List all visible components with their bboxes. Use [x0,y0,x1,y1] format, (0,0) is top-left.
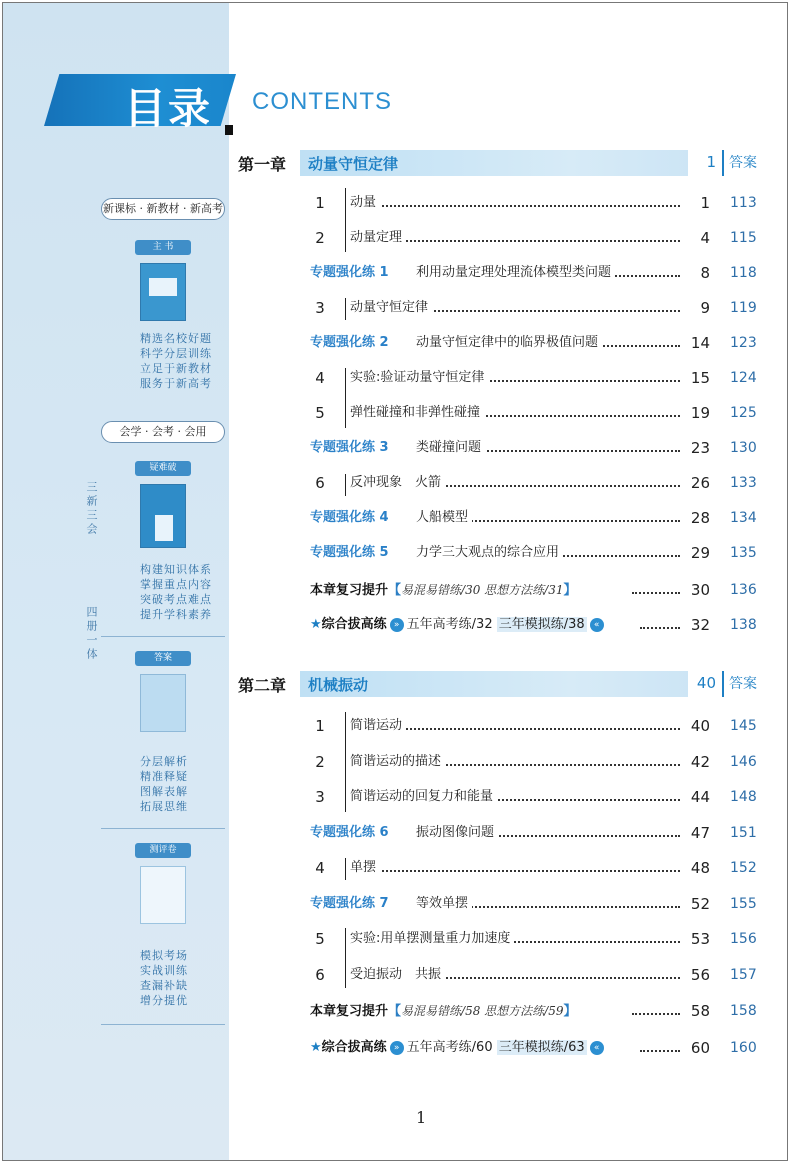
toc-special-entry[interactable] [310,543,710,563]
toc-entry-title: 动量守恒定律 [350,298,432,318]
toc-entry-number: 6 [315,965,325,984]
sidebar-chip-new: 新课标 · 新教材 · 新高考 [101,198,225,220]
toc-entry-page: 52 [690,894,710,913]
toc-entry-title: 受迫振动 共振 [350,965,445,985]
toc-entry[interactable] [310,965,710,985]
toc-entry-page: 48 [690,859,710,877]
toc-special-entry[interactable] [310,508,710,528]
toc-entry-title: 振动图像问题 [416,823,498,843]
toc-entry[interactable] [310,228,710,248]
sidebar-divider [101,1024,225,1025]
toc-entry-number: 1 [315,717,325,735]
toc-entry-page: 14 [690,334,710,352]
header-banner-corner [225,125,233,135]
toc-entry[interactable] [310,716,710,736]
toc-entry-page: 19 [690,404,710,422]
sidebar-tag-main-book: 主 书 [135,240,191,255]
toc-entry-title: 简谐运动的描述 [350,752,445,772]
chapter-2-page: 40 [696,674,716,692]
chapter-2-heading[interactable] [238,671,760,697]
toc-leader-dots [350,187,680,207]
chapter-1-answer-label: 答案 [722,150,762,176]
toc-answer-page: 148 [730,789,757,805]
page-subtitle: CONTENTS [252,88,392,115]
toc-special-entry[interactable] [310,894,710,914]
toc-entry-page: 9 [700,299,710,317]
toc-answer-page: 155 [730,895,757,912]
star-icon: ★ [310,1040,322,1055]
toc-entry-page: 44 [690,788,710,806]
toc-entry[interactable] [310,368,710,388]
toc-answer-page: 123 [730,335,757,351]
toc-special-label: 专题强化练 3 [310,440,389,455]
review-page: 58 [690,1002,710,1020]
toc-entry[interactable] [310,473,710,493]
toc-entry-title: 人船模型 [416,508,472,528]
toc-entry-page: 23 [690,439,710,457]
toc-special-label: 专题强化练 2 [310,335,389,350]
toc-entry-page: 56 [690,965,710,984]
tests-book-cover-image [140,866,186,924]
comprehensive-label: 综合拔高练 [321,617,387,632]
sidebar-vertical-slogan-2: 四册一体 [85,606,98,662]
chevron-right-icon: » [390,1041,404,1055]
toc-entry-title: 等效单摆 [416,894,472,914]
toc-entry[interactable] [310,858,710,878]
toc-entry[interactable] [310,403,710,423]
comprehensive-part-b: 三年模拟练/63 [498,1040,585,1055]
toc-answer-page: 119 [730,300,757,316]
comprehensive-answer-page: 138 [730,617,757,633]
toc-entry-title: 简谐运动 [350,716,406,736]
toc-entry-number: 3 [315,299,325,317]
toc-answer-page: 152 [730,860,757,876]
toc-entry[interactable] [310,298,710,318]
sidebar-product-list [98,198,228,1039]
chapter-1-title: 动量守恒定律 [308,155,399,173]
review-label: 本章复习提升 [310,583,389,598]
toc-special-label: 专题强化练 4 [310,510,389,525]
toc-entry[interactable] [310,787,710,807]
toc-entry-title: 动量定理 [350,228,406,248]
star-icon: ★ [310,617,322,632]
comprehensive-page: 60 [690,1039,710,1057]
review-answer-page: 158 [730,1003,757,1019]
toc-entry-title: 动量 [350,193,380,213]
main-book-cover-image [140,263,186,321]
toc-answer-page: 124 [730,370,757,386]
review-label: 本章复习提升 [310,1004,389,1019]
difficulty-book-cover-image [140,484,186,548]
toc-answer-page: 157 [730,966,757,983]
sidebar [3,3,229,1160]
review-subtitle: 易混易错练/30 思想方法练/31 [401,583,564,597]
toc-special-entry[interactable] [310,263,710,283]
toc-entry-page: 4 [700,229,710,247]
toc-entry[interactable] [310,929,710,949]
toc-entry-page: 29 [690,544,710,562]
toc-entry-number: 2 [315,752,325,771]
toc-entry-title: 反冲现象 火箭 [350,473,445,493]
toc-answer-page: 146 [730,753,757,770]
sidebar-tag-tests: 测评卷 [135,843,191,858]
toc-entry[interactable] [310,193,710,213]
toc-entry-title: 动量守恒定律中的临界极值问题 [416,333,602,353]
toc-answer-page: 113 [730,195,757,211]
toc-answer-page: 125 [730,405,757,421]
main-book-features: 精选名校好题 科学分层训练 立足于新教材 服务于新高考 [140,332,212,390]
toc-answer-page: 130 [730,440,757,456]
comprehensive-part-a: 五年高考练/32 [406,617,493,632]
chapter-2-label: 第二章 [238,676,287,695]
toc-entry-number: 6 [315,474,325,492]
toc-answer-page: 151 [730,824,757,841]
toc-leader-dots [350,852,680,872]
toc-leader-dots [632,995,680,1015]
sidebar-tag-answers: 答案 [135,651,191,666]
toc-entry-page: 40 [690,717,710,735]
toc-answer-page: 118 [730,265,757,281]
toc-special-entry[interactable] [310,333,710,353]
difficulty-book-features: 构建知识体系 掌握重点内容 突破考点难点 提升学科素养 [140,563,212,621]
toc-entry-title: 实验:验证动量守恒定律 [350,368,488,388]
toc-answer-page: 134 [730,510,757,526]
comprehensive-label: 综合拔高练 [321,1040,387,1055]
chapter-1-label: 第一章 [238,155,287,174]
chapter-1-page: 1 [706,153,716,171]
toc-entry-page: 47 [690,823,710,842]
page-title: 目录 [124,84,213,133]
toc-entry-number: 4 [315,859,325,877]
toc-entry-number: 3 [315,788,325,806]
comprehensive-entry[interactable] [310,615,710,635]
toc-special-label: 专题强化练 7 [310,895,389,911]
toc-entry-page: 8 [700,264,710,282]
toc-leader-dots [632,574,680,594]
sidebar-chip-learn: 会学 · 会考 · 会用 [101,421,225,443]
comprehensive-page: 32 [690,616,710,634]
toc-entry-number: 5 [315,404,325,422]
toc-entry-page: 1 [700,194,710,212]
chapter-2-title: 机械振动 [308,676,369,694]
toc-answer-page: 135 [730,545,757,561]
toc-answer-page: 115 [730,230,757,246]
comprehensive-entry[interactable] [310,1038,710,1058]
toc-entry-title: 力学三大观点的综合应用 [416,543,563,563]
sidebar-divider [101,828,225,829]
tests-book-features: 模拟考场 实战训练 查漏补缺 增分提优 [140,949,188,1007]
chapter-1-heading[interactable] [238,150,760,176]
chevron-left-icon: « [590,618,604,632]
toc-entry-title: 利用动量定理处理流体模型类问题 [416,263,615,283]
toc-entry-title: 单摆 [350,858,380,878]
toc-entry-title: 弹性碰撞和非弹性碰撞 [350,403,484,423]
toc-entry-title: 实验:用单摆测量重力加速度 [350,929,514,949]
answers-book-features: 分层解析 精准释疑 图解表解 拓展思维 [140,755,188,813]
toc-entry-page: 26 [690,474,710,492]
sidebar-vertical-slogan-1: 三新三会 [85,481,98,537]
chapter-review-entry[interactable]: 本章复习提升【易混易错练/30 思想方法练/31】 30 [310,580,710,600]
comprehensive-part-a: 五年高考练/60 [406,1040,493,1055]
toc-special-label: 专题强化练 1 [310,265,389,280]
toc-special-entry[interactable] [310,438,710,458]
chapter-2-answer-label: 答案 [722,671,762,697]
toc-entry-page: 15 [690,369,710,387]
toc-leader-dots [640,609,680,629]
toc-answer-page: 156 [730,931,757,947]
toc-answer-page: 133 [730,475,757,491]
toc-special-label: 专题强化练 5 [310,545,389,560]
toc-entry-title: 简谐运动的回复力和能量 [350,787,497,807]
chevron-right-icon: » [390,618,404,632]
comprehensive-part-b: 三年模拟练/38 [498,617,585,632]
toc-entry-page: 53 [690,930,710,948]
sidebar-tag-difficulty: 疑难破 [135,461,191,476]
toc-entry-page: 28 [690,509,710,527]
chapter-review-entry[interactable]: 本章复习提升【易混易错练/58 思想方法练/59】 58 [310,1001,710,1021]
toc-entry-number: 4 [315,369,325,387]
answers-book-cover-image [140,674,186,732]
review-answer-page: 136 [730,582,757,598]
toc-leader-dots [640,1032,680,1052]
page-number: 1 [416,1108,427,1127]
review-page: 30 [690,581,710,599]
toc-entry-number: 2 [315,229,325,247]
toc-answer-page: 145 [730,718,757,734]
toc-special-entry[interactable] [310,823,710,843]
comprehensive-answer-page: 160 [730,1040,757,1056]
chevron-left-icon: « [590,1041,604,1055]
toc-entry-title: 类碰撞问题 [416,438,485,458]
toc-entry-number: 1 [315,194,325,212]
toc-entry-page: 42 [690,752,710,771]
toc-entry-number: 5 [315,930,325,948]
toc-entry[interactable] [310,752,710,772]
review-subtitle: 易混易错练/58 思想方法练/59 [401,1004,564,1018]
sidebar-divider [101,636,225,637]
toc-special-label: 专题强化练 6 [310,824,389,840]
